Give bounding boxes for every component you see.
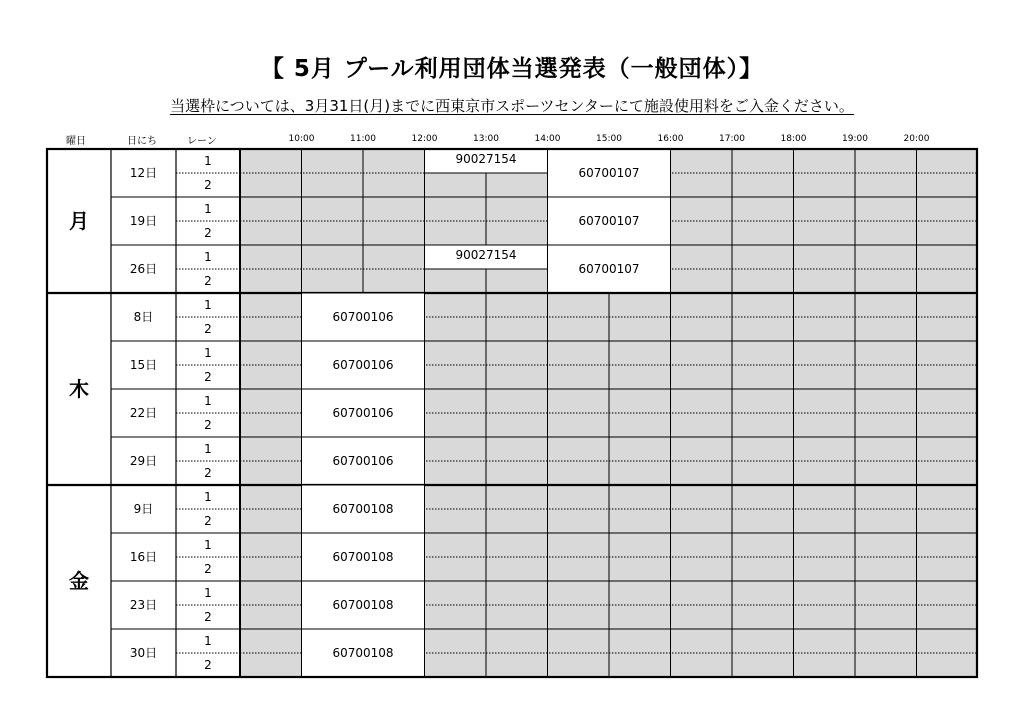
lane-number: 1 <box>204 490 212 504</box>
payment-notice: 当選枠については、3月31日(月)までに西東京市スポーツセンターにて施設使用料をご入金ください。 <box>170 97 854 115</box>
date-column-header: 日にち <box>127 136 157 147</box>
page-title: 【 5月 プール利用団体当選発表（一般団体）】 <box>260 56 764 82</box>
booking-code: 90027154 <box>455 152 517 166</box>
lane-number: 1 <box>204 346 212 360</box>
date-label: 29日 <box>129 454 158 468</box>
time-label: 16:00 <box>657 134 684 144</box>
booking-code: 60700106 <box>332 310 394 324</box>
date-label: 8日 <box>133 310 154 324</box>
date-label: 15日 <box>129 358 158 372</box>
booking-code: 60700108 <box>332 502 394 516</box>
booking-code: 60700106 <box>332 358 394 372</box>
time-label: 13:00 <box>473 134 499 144</box>
booking-code: 60700107 <box>578 214 640 228</box>
time-label: 10:00 <box>288 134 315 144</box>
weekday-label: 木 <box>69 377 89 401</box>
time-label: 18:00 <box>780 134 807 144</box>
lane-number: 2 <box>204 274 212 288</box>
booking-code: 60700108 <box>332 550 394 564</box>
time-label: 19:00 <box>842 134 868 144</box>
weekday-column-header: 曜日 <box>66 136 86 147</box>
booking-code: 60700107 <box>578 262 640 276</box>
booking-code: 60700106 <box>332 406 394 420</box>
time-label: 11:00 <box>350 134 376 144</box>
lane-number: 2 <box>204 562 212 576</box>
lane-number: 1 <box>204 298 212 312</box>
lane-number: 2 <box>204 466 212 480</box>
date-label: 30日 <box>129 646 158 660</box>
lane-number: 2 <box>204 658 212 672</box>
lane-number: 1 <box>204 154 212 168</box>
date-label: 12日 <box>129 166 158 180</box>
time-label: 15:00 <box>596 134 622 144</box>
booking-code: 60700106 <box>332 454 394 468</box>
lane-number: 2 <box>204 178 212 192</box>
lane-number: 1 <box>204 394 212 408</box>
lane-number: 1 <box>204 250 212 264</box>
booking-code: 60700107 <box>578 166 640 180</box>
booking-code: 60700108 <box>332 646 394 660</box>
booking-code: 60700108 <box>332 598 394 612</box>
time-label: 17:00 <box>719 134 745 144</box>
weekday-label: 月 <box>69 209 89 233</box>
time-label: 14:00 <box>534 134 561 144</box>
lane-number: 2 <box>204 322 212 336</box>
lane-number: 1 <box>204 538 212 552</box>
date-label: 9日 <box>133 502 154 516</box>
time-label: 12:00 <box>411 134 438 144</box>
lane-number: 2 <box>204 226 212 240</box>
date-label: 22日 <box>129 406 158 420</box>
weekday-label: 金 <box>69 569 89 593</box>
time-label: 20:00 <box>903 134 930 144</box>
lane-number: 2 <box>204 418 212 432</box>
date-label: 19日 <box>129 214 158 228</box>
lane-number: 2 <box>204 610 212 624</box>
lane-number: 1 <box>204 586 212 600</box>
lane-number: 1 <box>204 442 212 456</box>
lane-number: 1 <box>204 634 212 648</box>
date-label: 23日 <box>129 598 158 612</box>
date-label: 16日 <box>129 550 158 564</box>
lane-number: 1 <box>204 202 212 216</box>
date-label: 26日 <box>129 262 158 276</box>
lane-number: 2 <box>204 370 212 384</box>
lane-column-header: レーン <box>187 136 217 147</box>
lane-number: 2 <box>204 514 212 528</box>
booking-code: 90027154 <box>455 248 517 262</box>
